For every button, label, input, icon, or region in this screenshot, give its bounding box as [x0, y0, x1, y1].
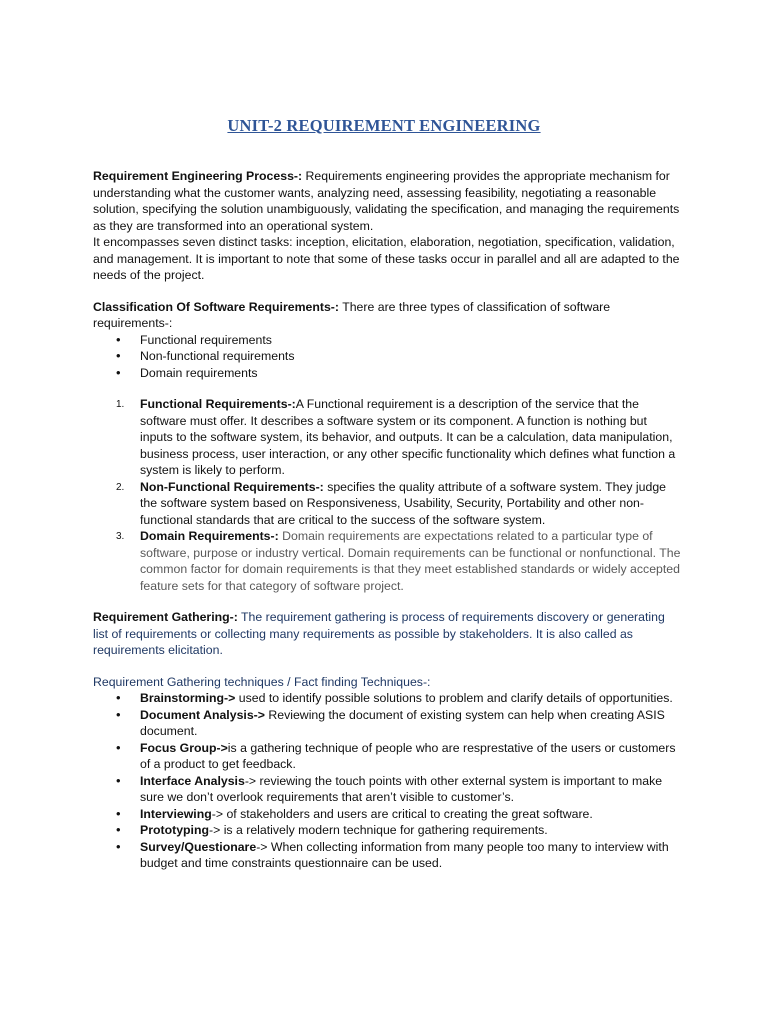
technique-name: Interviewing — [140, 806, 212, 821]
classification-list — [93, 332, 683, 382]
list-item — [140, 773, 683, 806]
item-text: A Functional requirement is a description of the service that the software must offer. It describes a software system or its component. A function is nothing but inputs to the software system, its behavior, and outputs. It can be a calculation, data manipulation, business process, user interaction, or any other specific functionality which defines what function a system is likely to perform. — [140, 397, 676, 477]
technique-text: -> of stakeholders and users are critical to creating the great software. — [211, 806, 593, 821]
process-text: Requirements engineering provides the appropriate mechanism for understanding what the customer wants, analyzing need, assessing feasibility, negotiating a reasonable solution, specifying the solution unambiguously, validating the specification, and managing the requirements as they are transformed into an operational system. — [93, 169, 680, 233]
list-item: • Non-functional requirements — [140, 348, 683, 365]
list-item — [140, 839, 683, 872]
gathering-paragraph — [93, 609, 683, 659]
item-text: Domain requirements are expectations related to a particular type of software, purpose or industry vertical. Domain requirements can be functional or nonfunctional. The common factor for domain requirements is that they meet established standards or widely accepted feature sets for that category of software project. — [140, 529, 681, 593]
techniques-list — [93, 690, 683, 872]
classification-paragraph — [93, 299, 683, 332]
technique-name: Brainstorming-> — [140, 691, 236, 705]
technique-name: Interface Analysis — [140, 773, 245, 788]
requirements-detail-list — [93, 396, 683, 594]
techniques-heading: Requirement Gathering techniques / Fact finding Techniques-: — [93, 674, 431, 689]
classification-text: There are three types of classification of software requirements-: — [93, 299, 611, 330]
gathering-text: The requirement gathering is process of requirements discovery or generating list of requirements or collecting many requirements as possible by stakeholders. It is also called as requirements elicitation. — [93, 610, 665, 657]
process-heading: Requirement Engineering Process-: — [93, 169, 303, 183]
technique-text: -> reviewing the touch points with other external system is important to make sure we don’t overlook requirements that aren’t visible to customer’s. — [140, 773, 663, 804]
functional-item — [116, 396, 683, 479]
list-item — [140, 822, 683, 839]
item-heading: Functional Requirements-: — [140, 397, 296, 411]
technique-name: Prototyping — [140, 823, 209, 837]
technique-name: Document Analysis-> — [140, 707, 265, 722]
item-text: specifies the quality attribute of a software system. They judge the software system based on Responsiveness, Usability, Security, Portability and other non-functional standards that are critical to the success of the software system. — [140, 479, 666, 527]
item-heading: Non-Functional Requirements-: — [140, 479, 324, 494]
technique-name: Survey/Questionare — [140, 839, 257, 854]
list-item — [140, 707, 683, 740]
item-number: 3. — [116, 531, 125, 542]
item-heading: Domain Requirements-: — [140, 529, 279, 543]
technique-name: Focus Group-> — [140, 740, 228, 755]
classification-heading: Classification Of Software Requirements-: — [93, 299, 339, 314]
technique-text: used to identify possible solutions to problem and clarify details of opportunities. — [235, 691, 673, 705]
page-title: UNIT-2 REQUIREMENT ENGINEERING — [227, 116, 541, 135]
domain-item — [116, 528, 683, 594]
document-body — [93, 168, 683, 872]
technique-text: -> is a relatively modern technique for gathering requirements. — [209, 823, 548, 837]
item-number: 1. — [116, 399, 125, 410]
gathering-heading: Requirement Gathering-: — [93, 610, 238, 624]
item-number: 2. — [116, 481, 125, 493]
list-item: • Domain requirements — [140, 365, 683, 382]
technique-text: Reviewing the document of existing system can help when creating ASIS document. — [140, 707, 665, 738]
list-item: • Functional requirements — [140, 332, 683, 349]
technique-text: -> When collecting information from many people too many to interview with budget and time constraints questionnaire can be used. — [140, 839, 669, 870]
technique-text: is a gathering technique of people who are resprestative of the users or customers of a product to get feedback. — [140, 740, 676, 771]
process-paragraph-2: It encompasses seven distinct tasks: inception, elicitation, elaboration, negotiation, specification, validation, and management. It is important to note that some of these tasks occur in parallel and all are adapted to the needs of the project. — [93, 235, 680, 282]
list-item — [140, 740, 683, 773]
list-item — [140, 690, 683, 707]
process-paragraph — [93, 168, 683, 234]
list-item — [140, 806, 683, 823]
non-functional-item — [116, 479, 683, 529]
